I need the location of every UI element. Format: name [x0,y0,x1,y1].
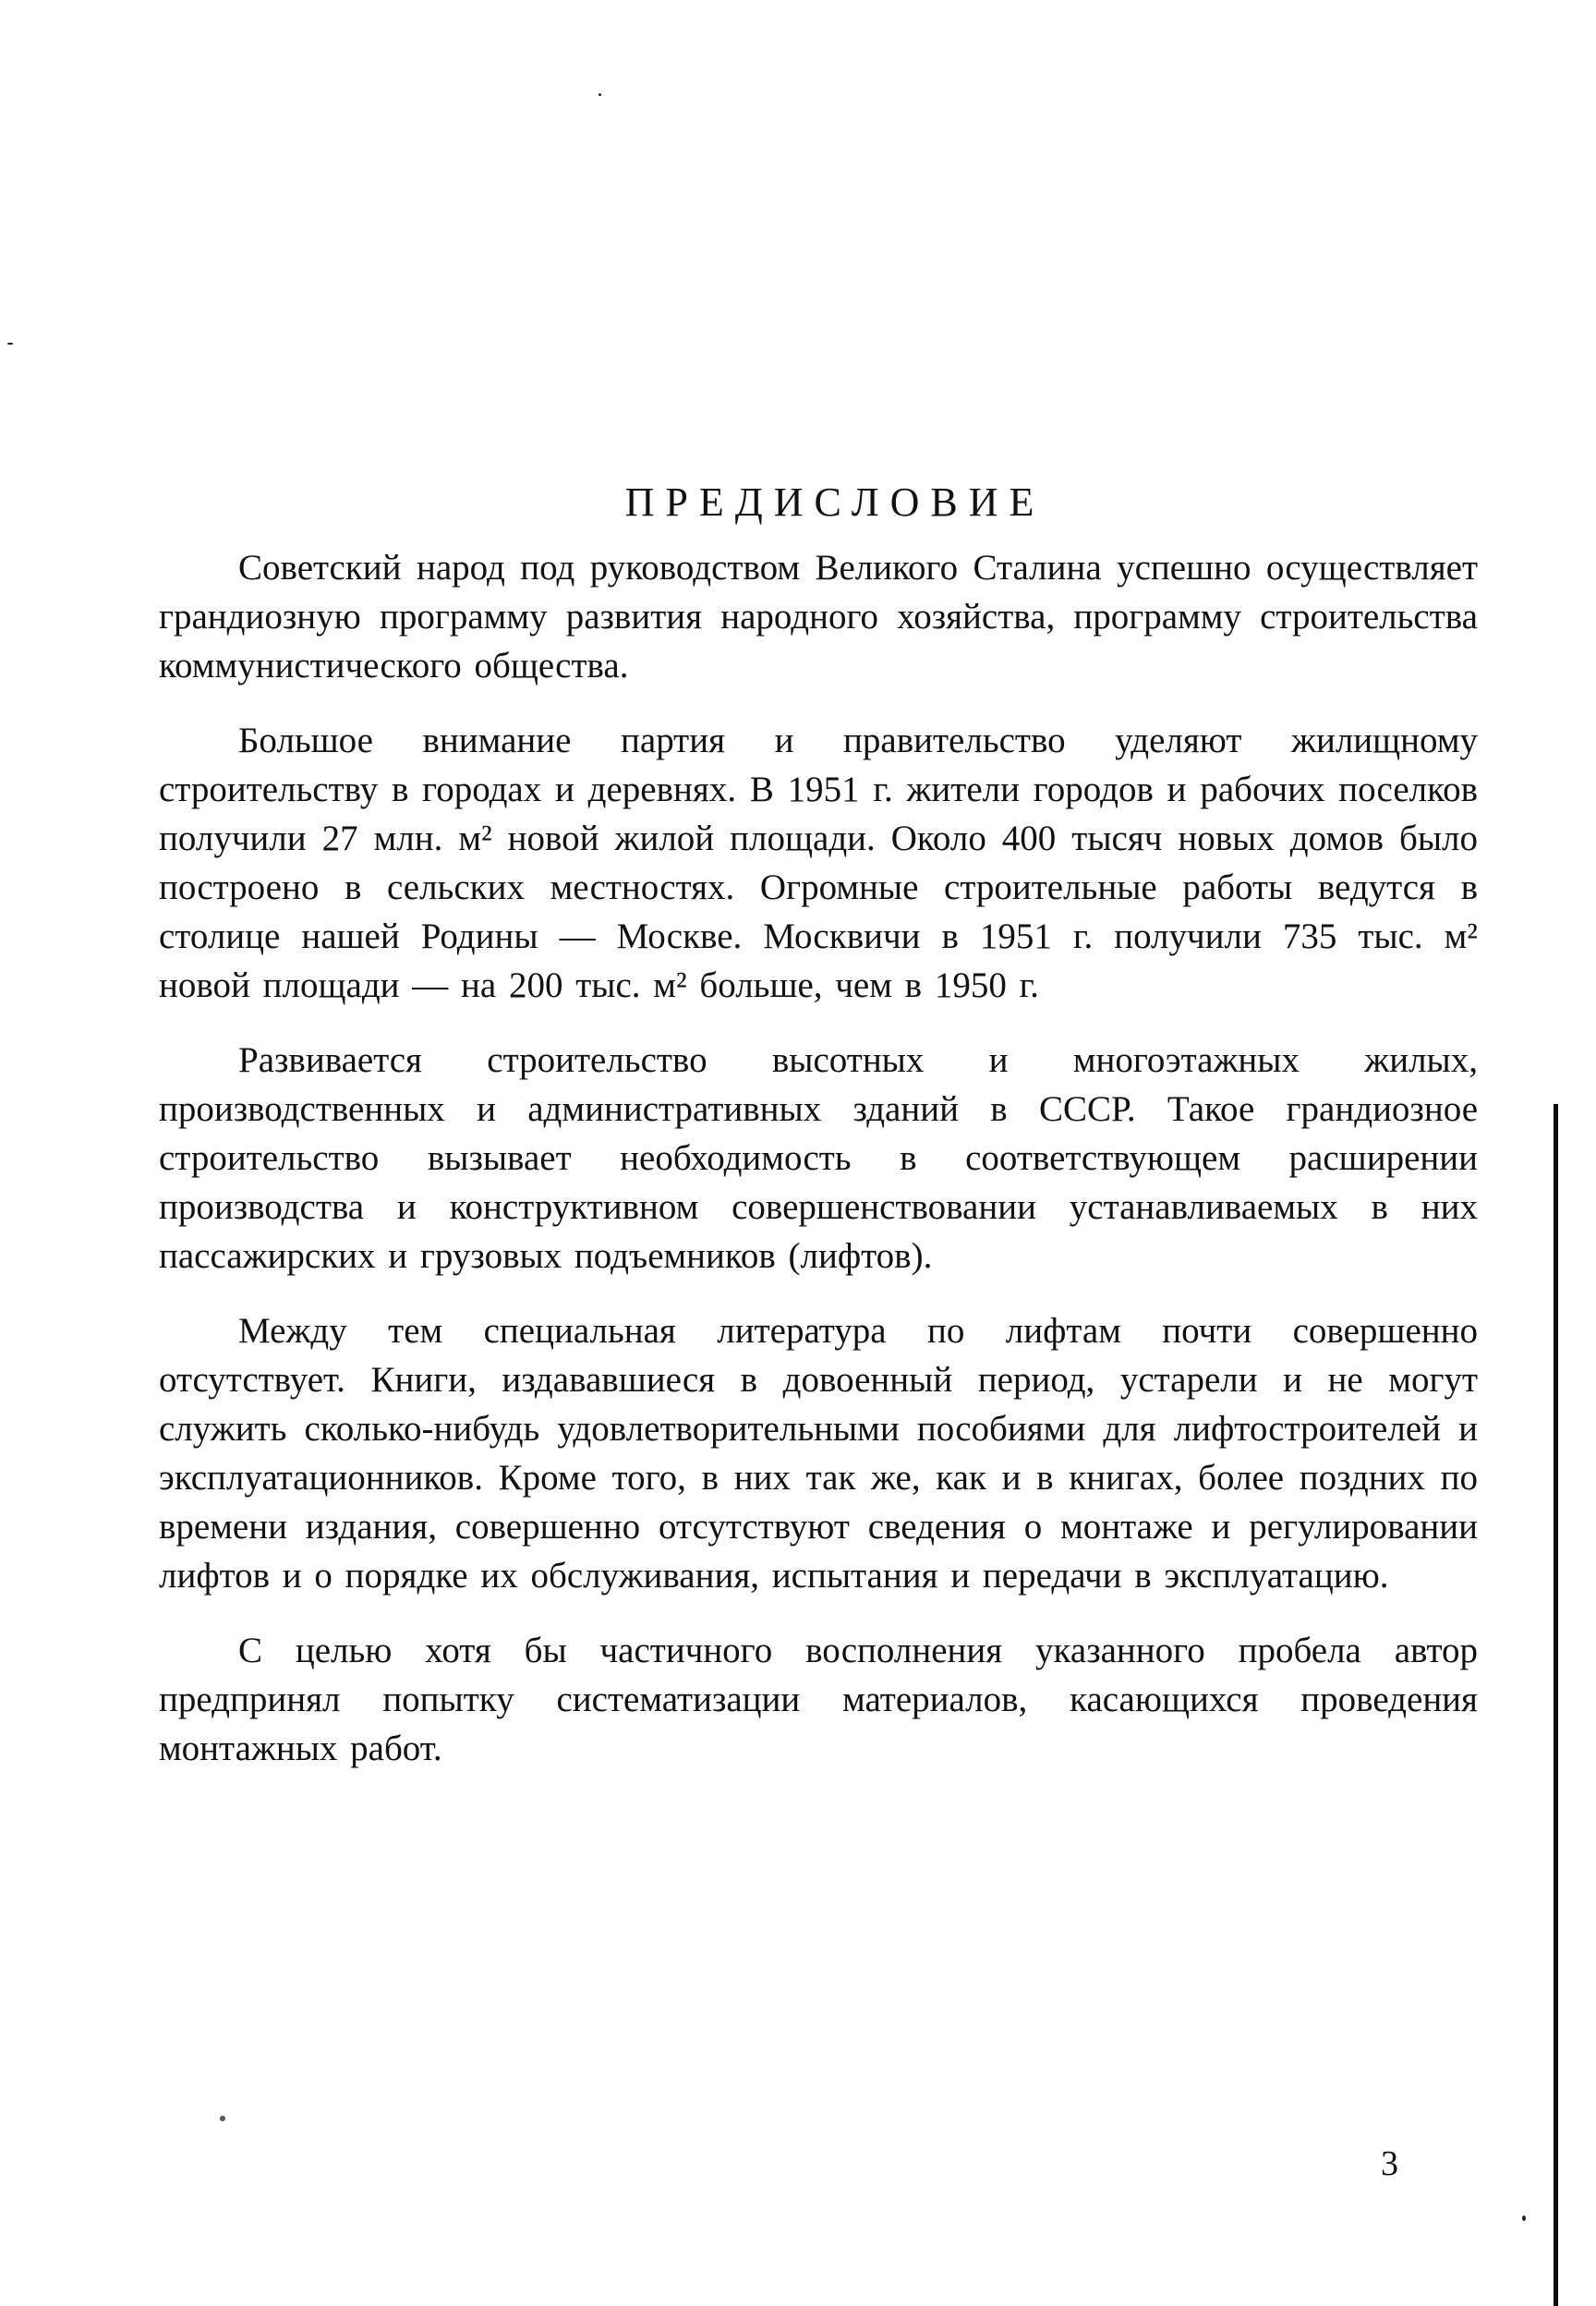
scan-speck [598,93,601,96]
paragraph-3: Развивается строительство высотных и многоэтажных жилых, производственных и административных зданий в СССР. Такое грандиозное строительство вызывает необходимость в соответствующем расширении производства и конструктивном совершенствовании устанавливаемых в них пассажирских и грузовых подъемников (лифтов). [159,1040,1478,1276]
paragraph-1: Советский народ под руководством Великого Сталина успешно осуществляет грандиозную программу развития народного хозяйства, программу строительства коммунистического общества. [159,548,1478,686]
scan-speck [220,2116,225,2121]
page-number: 3 [1381,2144,1398,2183]
paragraph-4: Между тем специальная литература по лифтам почти совершенно отсутствует. Книги, издававшиеся в довоенный период, устарели и не могут служить сколько-нибудь удовлетворительными пособиями для лифтостроителей и эксплуатационников. Кроме того, в них так же, как и в книгах, более поздних по времени издания, совершенно отсутствуют сведения о монтаже и регулировании лифтов и о порядке их обслуживания, испытания и передачи в эксплуатацию. [159,1311,1478,1596]
scan-border-line [1554,1104,1558,2306]
scan-speck [7,343,13,345]
preface-body [159,543,1478,1799]
preface-heading: ПРЕДИСЛОВИЕ [624,479,1046,525]
scan-speck [1522,2215,1526,2221]
paragraph-2: Большое внимание партия и правительство уделяют жилищному строительству в городах и деревнях. В 1951 г. жители городов и рабочих поселков получили 27 млн. м² новой жилой площади. Около 400 тысяч новых домов было построено в сельских местностях. Огромные строительные работы ведутся в столице нашей Родины — Москве. Москвичи в 1951 г. получили 735 тыс. м² новой площади — на 200 тыс. м² больше, чем в 1950 г. [159,721,1478,1005]
paragraph-5: С целью хотя бы частичного восполнения указанного пробела автор предпринял попытку систематизации материалов, касающихся проведения монтажных работ. [159,1631,1478,1768]
